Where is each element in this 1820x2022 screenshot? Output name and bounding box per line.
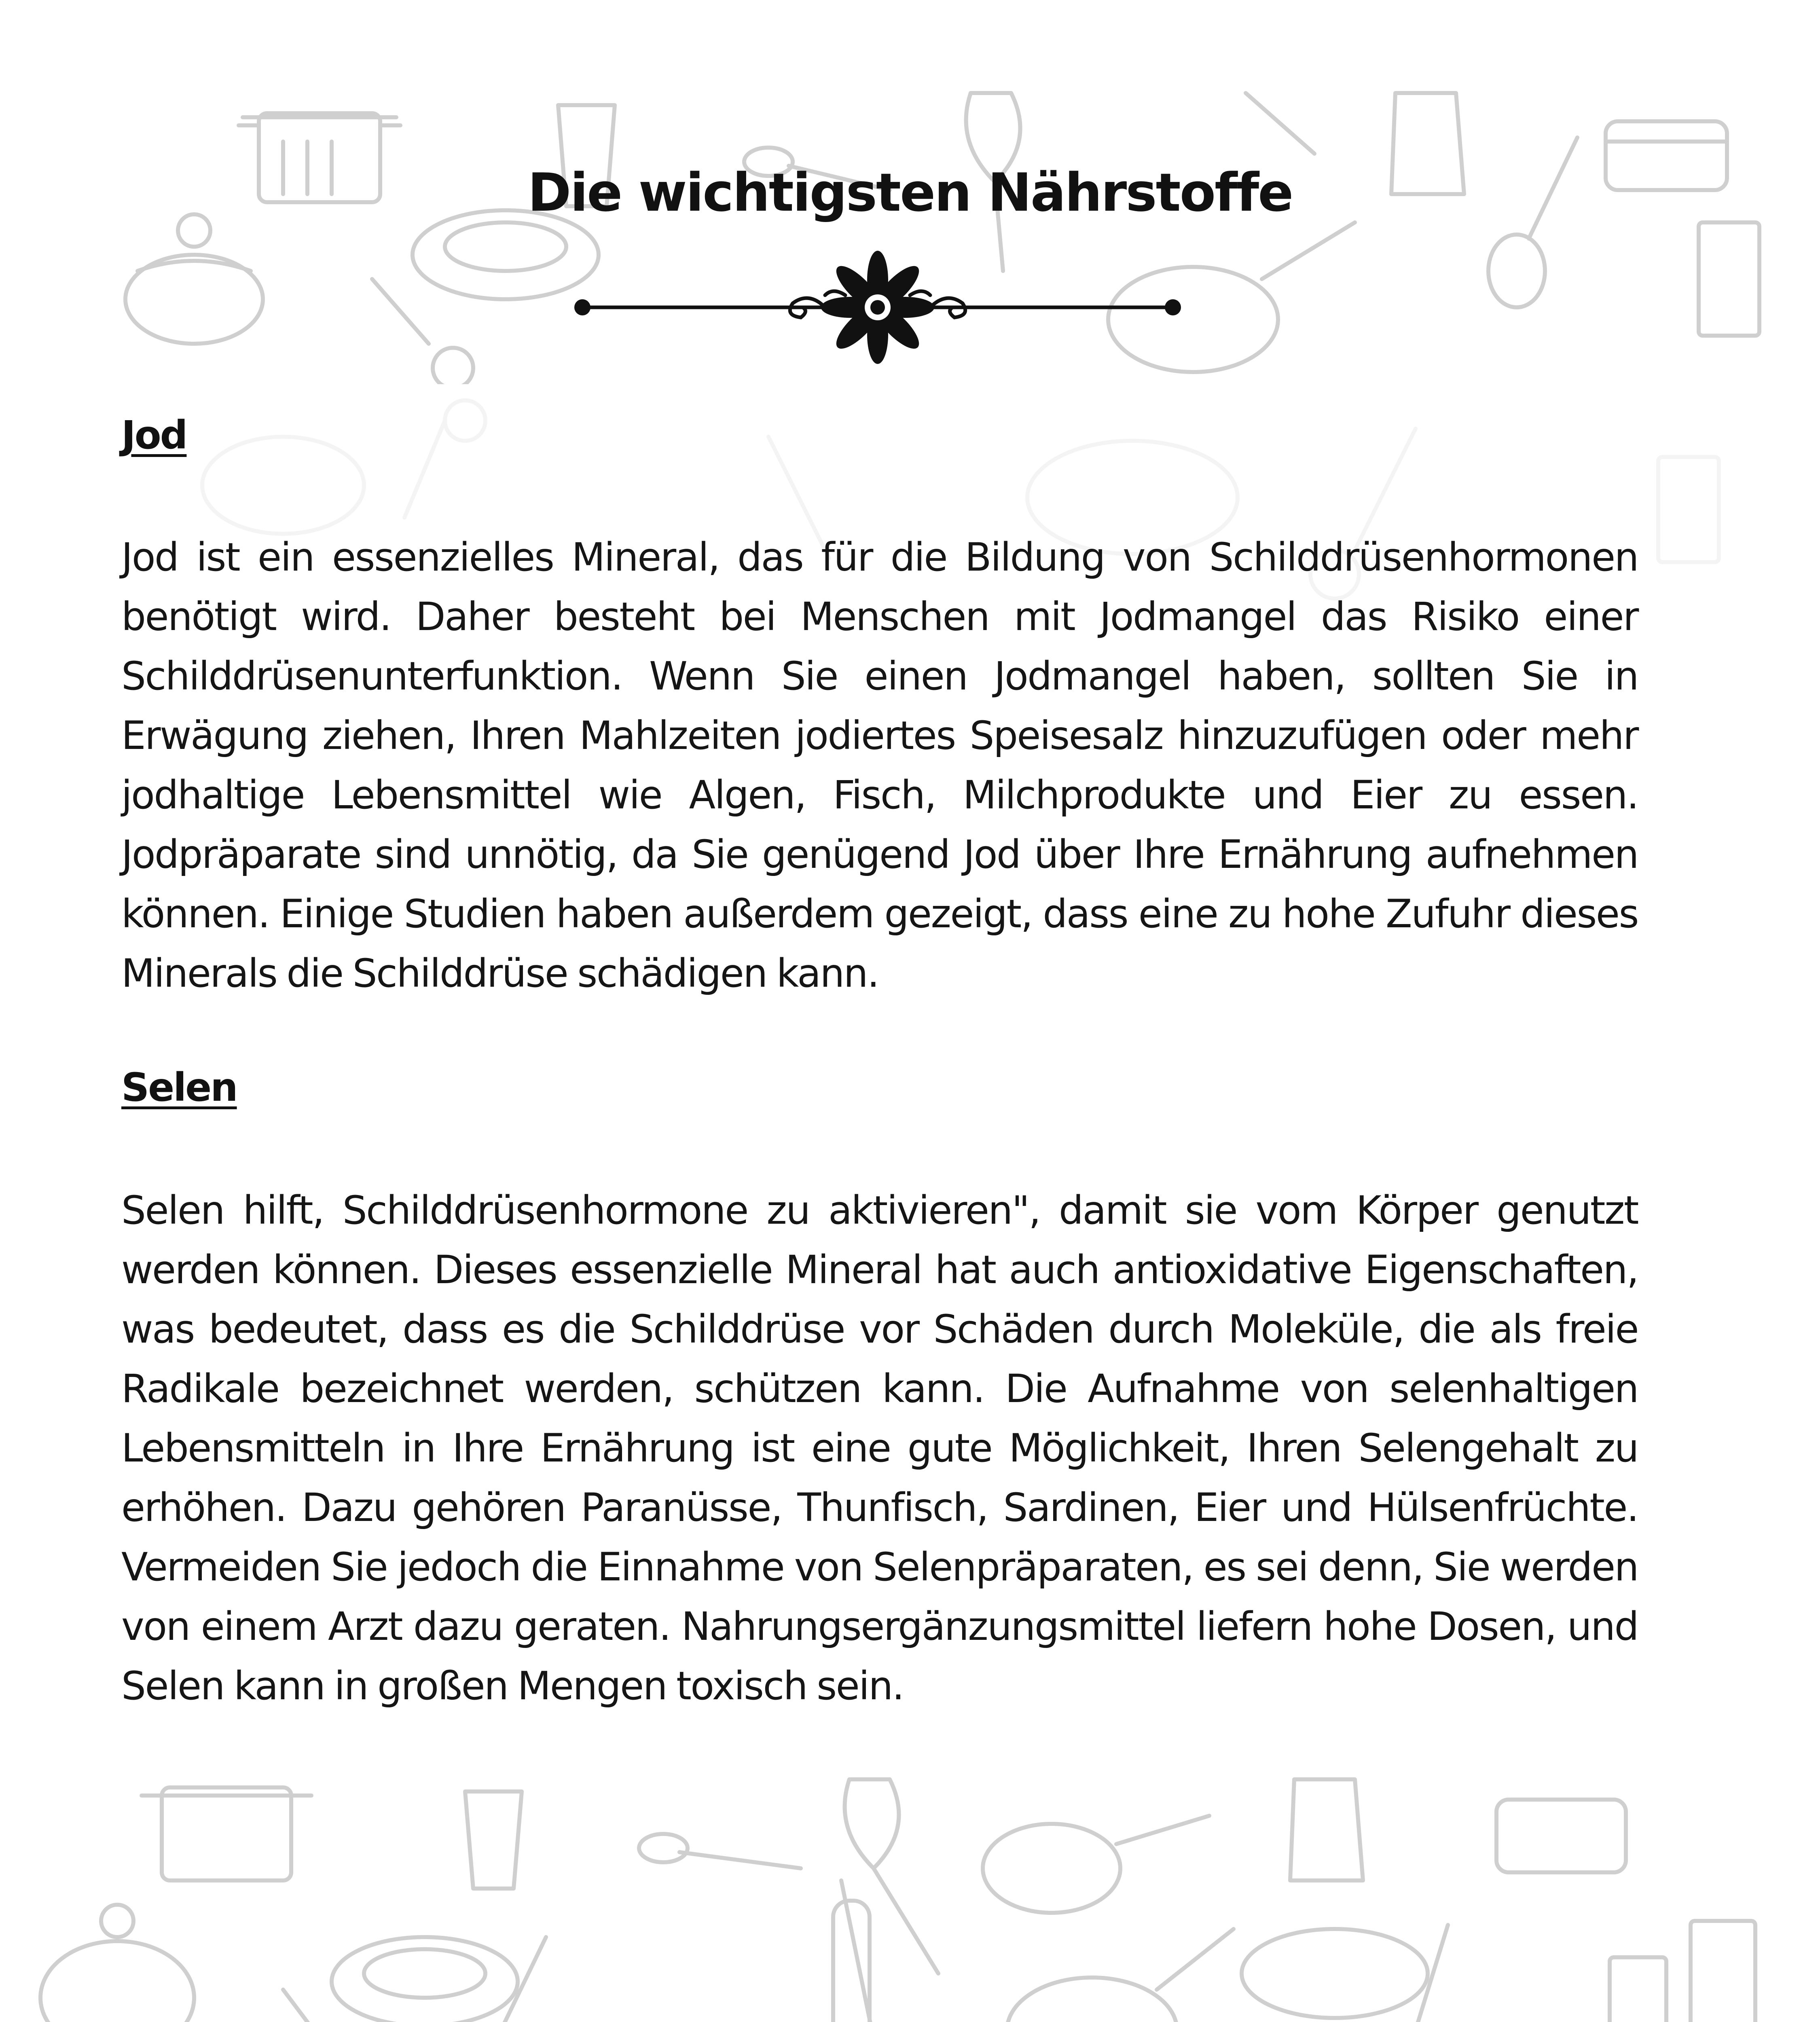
knife-icon: [1246, 93, 1314, 154]
cooking-pot-icon: [142, 1787, 311, 1880]
section-heading-jod: Jod: [121, 412, 187, 458]
cake-tin-icon: [1496, 1800, 1626, 1872]
skimmer-icon: [283, 1990, 378, 2022]
skimmer-icon: [372, 279, 473, 384]
ladle-icon: [1383, 1925, 1448, 2022]
page-title: Die wichtigsten Nährstoffe: [527, 162, 1293, 223]
rolling-pin-icon: [833, 1880, 882, 2022]
whisk-icon: [845, 1779, 938, 1973]
section-text-jod: Jod ist ein essenzielles Mineral, das für die Bildung von Schilddrüsenhormonen benötigt wird. Daher besteht bei Menschen mit Jodmangel das Risiko einer Schilddrüsenunterfunktion. Wenn Sie einen Jodmangel haben, sollten Sie in Erwägung ziehen, Ihren Mahlzeiten jodiertes Speisesalz hinzuzufügen oder mehr jodhaltige Lebensmittel wie Algen, Fisch, Milchprodukte und Eier zu essen. Jodpräparate sind unnötig, da Sie genügend Jod über Ihre Ernährung aufnehmen können. Einige Studien haben außerdem gezeigt, dass eine zu hohe Zufuhr dieses Minerals die Schilddrüse schädigen kann.: [121, 535, 1638, 996]
bowl-icon: [332, 1937, 518, 2022]
spoon-icon: [639, 1834, 801, 1868]
bowl-icon: [125, 214, 263, 344]
ladle-icon: [445, 1937, 546, 2022]
section-text-selen: Selen hilft, Schilddrüsenhormone zu aktivieren", damit sie vom Körper genutzt werden können. Dieses essenzielle Mineral hat auch antioxidative Eigenschaften, was bedeutet, dass es die Schilddrüse vor Schäden durch Moleküle, die als freie Radikale bezeichnet werden, schützen kann. Die Aufnahme von selenhaltigen Lebensmitteln in Ihre Ernährung ist eine gute Möglichkeit, Ihren Selengehalt zu erhöhen. Dazu gehören Paranüsse, Thunfisch, Sardinen, Eier und Hülsenfrüchte. Vermeiden Sie jedoch die Einnahme von Selenpräparaten, es sei denn, Sie werden von einem Arzt dazu geraten. Nahrungsergänzungsmittel liefern hohe Dosen, und Selen kann in großen Mengen toxisch sein.: [121, 1188, 1638, 1709]
section-heading-selen: Selen: [121, 1065, 237, 1110]
frying-pan-icon: [1007, 1929, 1234, 2022]
glass-icon: [465, 1791, 522, 1889]
bowl-icon: [1242, 1929, 1428, 2018]
flower-divider-icon: [566, 251, 1189, 364]
grater-icon: [1699, 222, 1759, 336]
grater-icon: [1610, 1921, 1755, 2022]
jug-icon: [1290, 1779, 1363, 1880]
kitchen-utensils-background-bottom: [0, 1747, 1820, 2022]
frying-pan-icon: [983, 1816, 1209, 1913]
cooking-pot-icon: [40, 1905, 194, 2022]
